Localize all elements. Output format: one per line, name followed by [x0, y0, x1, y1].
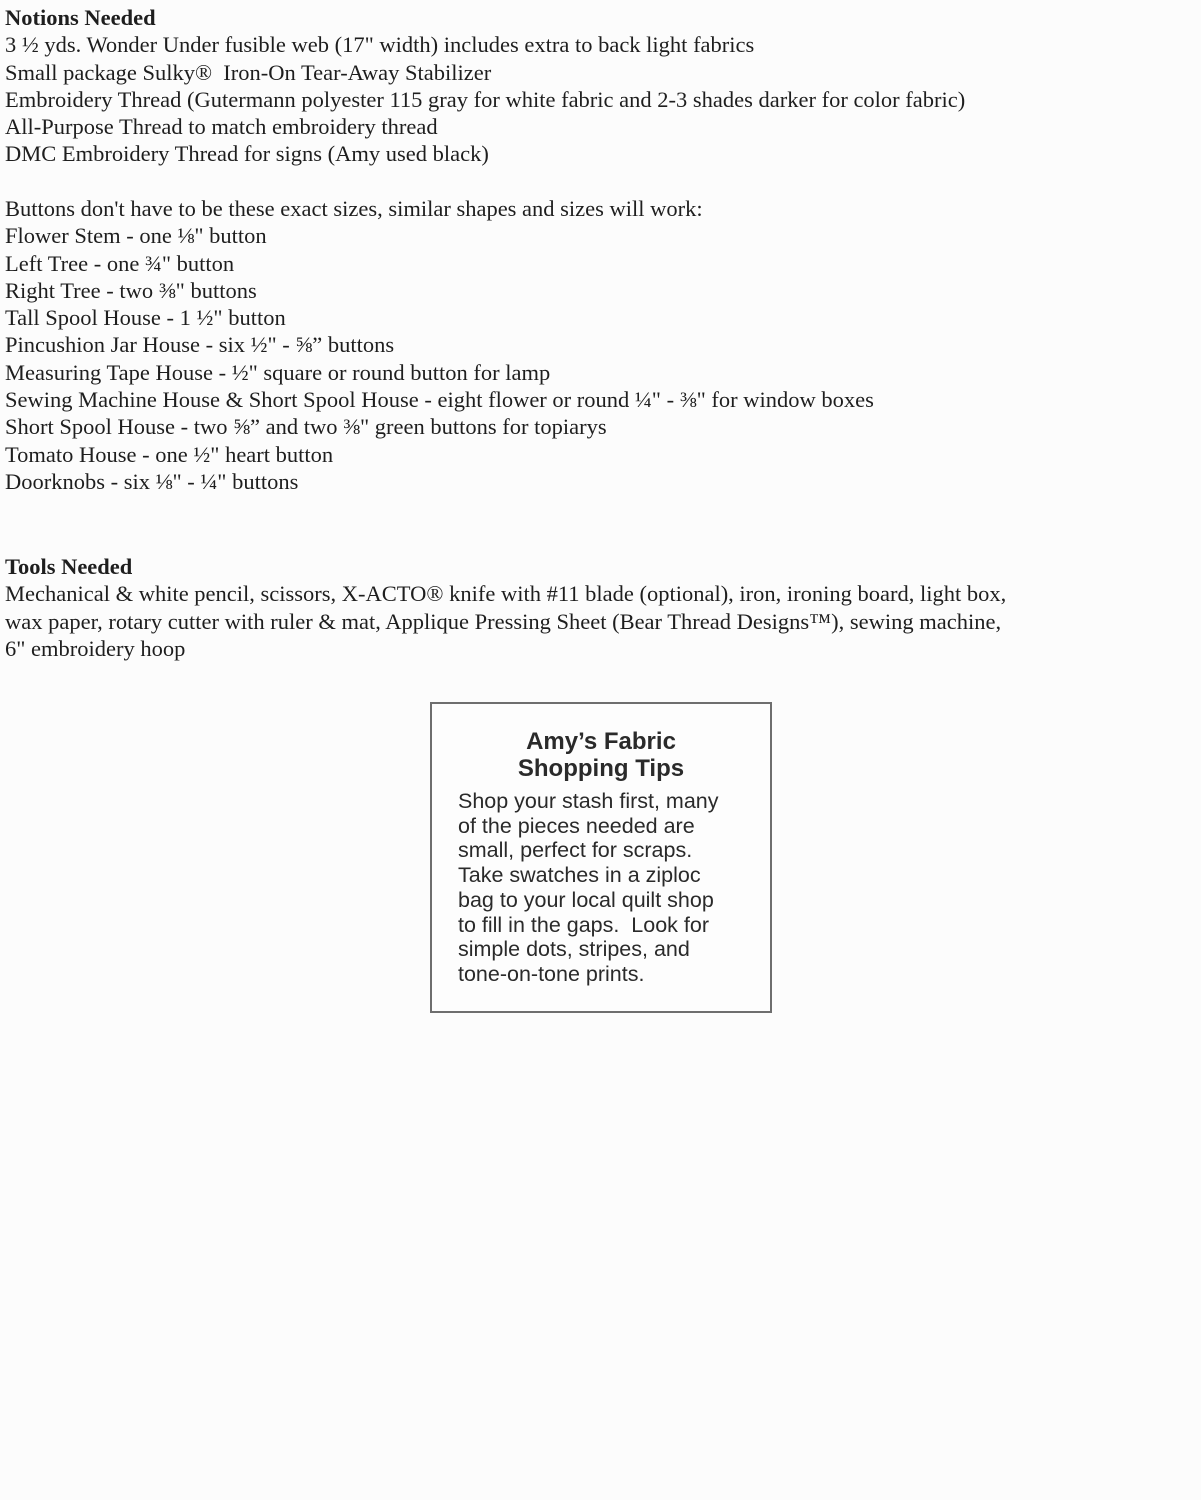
tip-box-title-line: Shopping Tips	[517, 755, 685, 782]
tools-line: 6" embroidery hoop	[5, 635, 186, 661]
notions-line: Embroidery Thread (Gutermann polyester 115 gray for white fabric and 2-3 shades darker for color fabric)	[5, 86, 966, 112]
tools-section	[5, 553, 1006, 662]
buttons-line: Tomato House - one ½" heart button	[5, 441, 334, 467]
buttons-line: Right Tree - two ⅜" buttons	[5, 277, 257, 303]
tip-box-body-line: bag to your local quilt shop	[458, 887, 714, 912]
tip-box-body-line: of the pieces needed are	[458, 813, 695, 838]
tools-line: wax paper, rotary cutter with ruler & mat, Applique Pressing Sheet (Bear Thread Designs™), sewing machine,	[5, 608, 1002, 634]
notions-line: Small package Sulky® Iron-On Tear-Away Stabilizer	[5, 59, 492, 85]
tip-box-body-line: tone-on-tone prints.	[458, 961, 645, 986]
tip-box-body-line: Shop your stash first, many	[458, 789, 719, 813]
tip-box-title-line: Amy’s Fabric	[526, 728, 676, 755]
notions-line: DMC Embroidery Thread for signs (Amy used black)	[5, 141, 489, 167]
buttons-line: Tall Spool House - 1 ½" button	[5, 305, 286, 331]
notions-lines	[5, 31, 965, 167]
tip-box-body-line: Take swatches in a ziploc	[458, 863, 701, 888]
tip-box-body-line: small, perfect for scraps.	[458, 838, 693, 863]
buttons-line: Pincushion Jar House - six ½" - ⅝” buttons	[5, 332, 395, 358]
tools-lines	[5, 580, 1006, 662]
tip-box-body-line: to fill in the gaps. Look for	[458, 912, 709, 937]
tools-line: Mechanical & white pencil, scissors, X-ACTO® knife with #11 blade (optional), iron, ironing board, light box,	[5, 581, 1007, 607]
notions-heading: Notions Needed	[5, 5, 156, 30]
buttons-line: Doorknobs - six ⅛" - ¼" buttons	[5, 468, 299, 494]
buttons-line: Measuring Tape House - ½" square or round button for lamp	[5, 359, 551, 385]
buttons-lines	[5, 222, 874, 495]
fabric-shopping-tips-box	[430, 702, 772, 1013]
buttons-line: Flower Stem - one ⅛" button	[5, 223, 267, 249]
buttons-line: Short Spool House - two ⅝” and two ⅜" green buttons for topiarys	[5, 414, 607, 440]
tip-box-body-line: simple dots, stripes, and	[458, 937, 690, 962]
notions-section	[5, 4, 965, 168]
notions-line: 3 ½ yds. Wonder Under fusible web (17" width) includes extra to back light fabrics	[5, 32, 755, 58]
buttons-line: Left Tree - one ¾" button	[5, 250, 235, 276]
buttons-line: Sewing Machine House & Short Spool House - eight flower or round ¼" - ⅜" for window boxes	[5, 387, 874, 413]
tools-heading: Tools Needed	[5, 554, 133, 579]
tip-box-title	[432, 728, 770, 782]
buttons-section	[5, 195, 874, 495]
tip-box-body	[432, 789, 770, 987]
notions-line: All-Purpose Thread to match embroidery thread	[5, 114, 438, 140]
buttons-intro-line: Buttons don't have to be these exact sizes, similar shapes and sizes will work:	[5, 196, 703, 221]
